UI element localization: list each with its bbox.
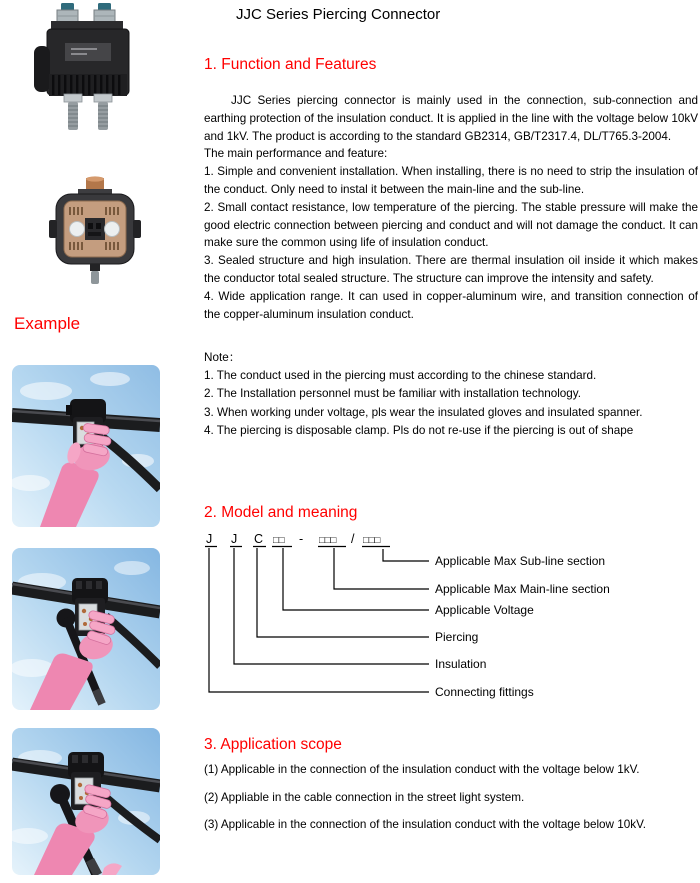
model-meaning-diagram	[203, 530, 698, 705]
performance-lead: The main performance and feature:	[204, 147, 388, 161]
code-part: -	[299, 532, 304, 546]
diagram-connector-lines	[209, 548, 429, 692]
feature-item: 2. Small contact resistance, low temperature of the piercing. The stable pressure will make the good electric connection between piercing and conduct and will not damage the conduct. It can make sure the common using life of insulation conduct.	[204, 200, 698, 250]
section-heading-function: 1. Function and Features	[204, 56, 377, 73]
code-part: J	[206, 532, 213, 546]
section-heading-model: 2. Model and meaning	[204, 504, 358, 521]
intro-paragraph: JJC Series piercing connector is mainly used in the connection, sub-connection and earthing protection of the insulation conduct. It is applied in the line with the voltage below 10kV and 1kV. The product is according to the standard GB2314, GB/T2317.4, DL/T765.3-2004.	[204, 94, 698, 143]
product-photo-top-view	[48, 176, 142, 286]
code-part: □□□	[319, 535, 337, 546]
diagram-label: Applicable Max Sub-line section	[435, 554, 606, 568]
application-item: (3) Applicable in the connection of the insulation conduct with the voltage below 10kV.	[204, 818, 647, 831]
code-part: /	[351, 532, 355, 546]
diagram-label: Connecting fittings	[435, 685, 534, 699]
note-item: 1. The conduct used in the piercing must according to the chinese standard.	[204, 369, 597, 383]
example-photo-1	[12, 365, 160, 527]
code-part: □□□	[363, 535, 381, 546]
function-body	[204, 92, 698, 323]
feature-item: 4. Wide application range. It can used in copper-aluminum wire, and transition connection of the copper-aluminum insulation conduct.	[204, 289, 698, 321]
application-item: (1) Applicable in the connection of the insulation conduct with the voltage below 1kV.	[204, 763, 640, 776]
code-part: J	[231, 532, 238, 546]
example-photo-2	[12, 548, 160, 710]
example-label: Example	[14, 314, 81, 333]
application-item: (2) Appliable in the cable connection in the street light system.	[204, 791, 525, 804]
diagram-label: Piercing	[435, 630, 479, 644]
note-item: 2. The Installation personnel must be familiar with installation technology.	[204, 387, 582, 401]
feature-item: 1. Simple and convenient installation. When installing, there is no need to strip the insulation of the conduct. Only need to instal it between the main-line and the sub-line.	[204, 165, 698, 196]
note-block	[204, 349, 698, 440]
diagram-label: Applicable Max Main-line section	[435, 582, 610, 596]
note-label: Note：	[204, 351, 241, 364]
feature-item: 3. Sealed structure and high insulation. There are thermal insulation oil inside it which makes the conductor total sealed structure. The structure can improve the intensity and safety.	[204, 254, 698, 285]
code-part: □□	[273, 535, 285, 546]
code-part: C	[254, 532, 264, 546]
page-title: JJC Series Piercing Connector	[236, 6, 441, 23]
note-item: 3. When working under voltage, pls wear the insulated gloves and insulated spanner.	[204, 405, 643, 419]
diagram-label: Applicable Voltage	[435, 603, 534, 617]
section-heading-application: 3. Application scope	[204, 736, 342, 753]
diagram-label: Insulation	[435, 657, 487, 671]
product-photo-side-view	[34, 2, 146, 132]
example-photo-3	[12, 728, 160, 875]
note-item: 4. The piercing is disposable clamp. Pls do not re-use if the piercing is out of shape	[204, 423, 634, 437]
